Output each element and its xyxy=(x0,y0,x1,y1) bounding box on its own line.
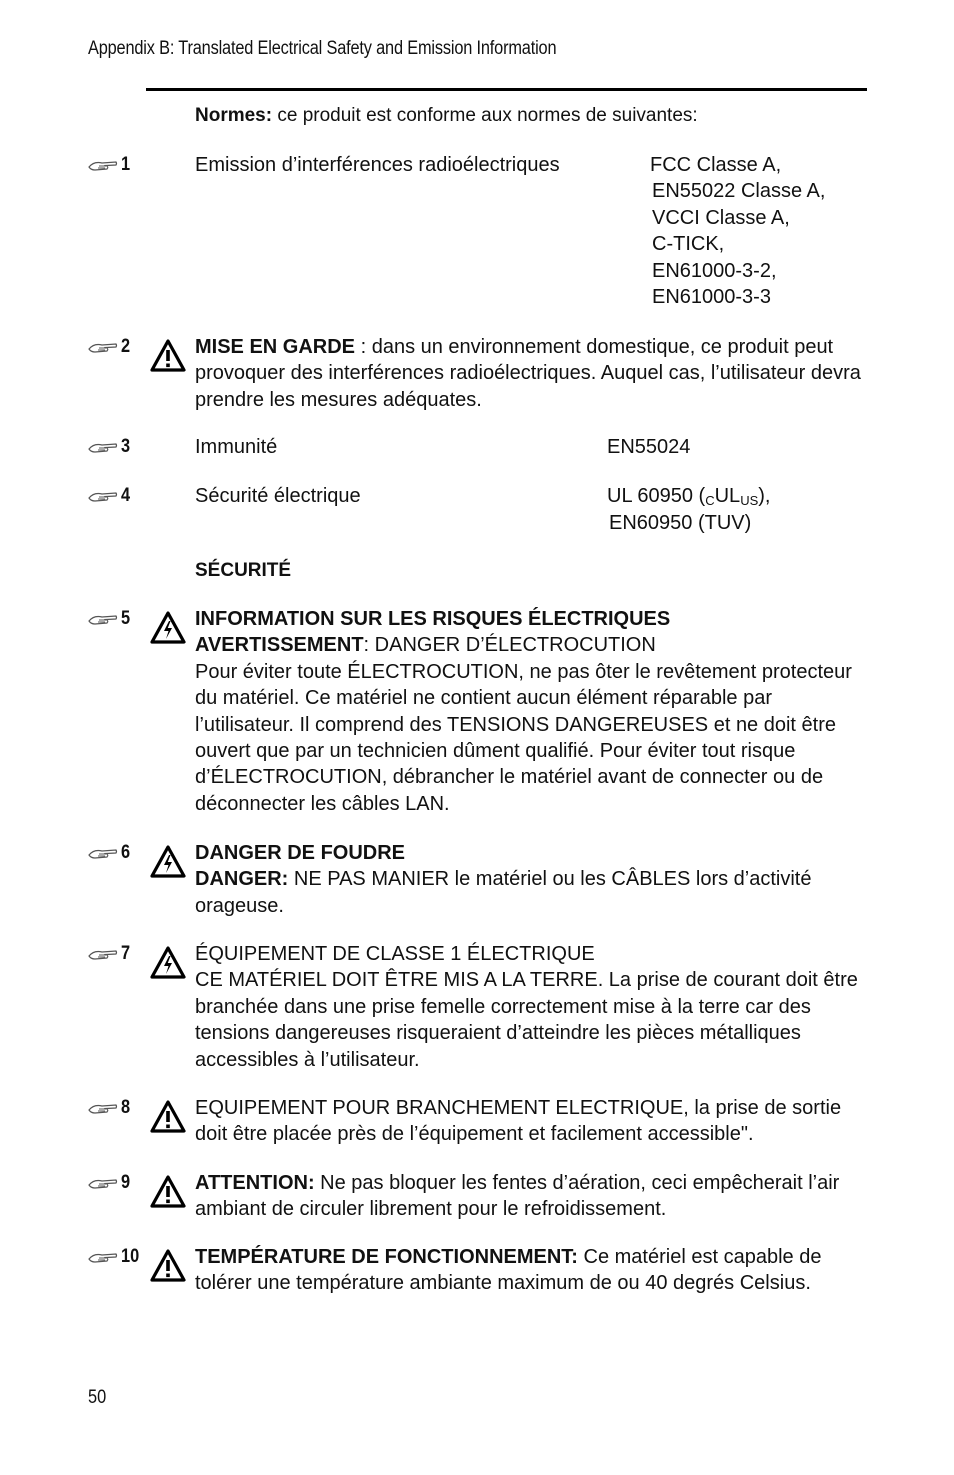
item-10-bold: TEMPÉRATURE DE FONCTIONNEMENT: xyxy=(195,1246,578,1268)
header-rule xyxy=(146,88,867,91)
item-number: 3 xyxy=(121,436,131,457)
ul-mark: UL xyxy=(714,485,741,507)
item-1-standard-f: EN61000-3-3 xyxy=(652,286,771,308)
item-number: 1 xyxy=(121,154,131,175)
item-marker-6 xyxy=(88,842,132,864)
item-number: 2 xyxy=(121,336,131,357)
pointing-hand-icon xyxy=(88,947,118,961)
section-heading: SÉCURITÉ xyxy=(195,560,292,581)
pointing-hand-icon xyxy=(88,158,118,172)
item-1-standard-e: EN61000-3-2, xyxy=(652,259,777,282)
ul-suffix: ), xyxy=(758,485,771,507)
item-number: 9 xyxy=(121,1172,131,1193)
intro-text: ce produit est conforme aux normes de suivantes: xyxy=(272,105,698,126)
item-5-body: Pour éviter toute ÉLECTROCUTION, ne pas ôter le revêtement protecteur du matériel. Ce matériel ne contient aucun élément réparable par l’utilisateur. Il comprend des TENSIONS DANGEREUSES et ne doit être ouvert que par un technicien dûment qualifié. Pour éviter tout risque d’ÉLECTROCUTION, débrancher le matériel avant de connecter ou de déconnecter les câbles LAN. xyxy=(195,660,852,815)
item-marker-5 xyxy=(88,608,132,630)
warning-icon xyxy=(150,1100,186,1133)
item-2-bold: MISE EN GARDE xyxy=(195,336,356,358)
item-number: 7 xyxy=(121,943,131,964)
item-5-text xyxy=(195,606,867,817)
item-1-standard-d: C-TICK, xyxy=(652,233,725,256)
pointing-hand-icon xyxy=(88,1101,118,1115)
intro-bold: Normes: xyxy=(195,105,273,126)
running-header: Appendix B: Translated Electrical Safety and Emission Information xyxy=(88,38,557,59)
item-5-lead xyxy=(195,632,867,658)
item-9-bold: ATTENTION: xyxy=(195,1172,315,1194)
item-6-body-text: NE PAS MANIER le matériel ou les CÂBLES lors d’activité orageuse. xyxy=(195,868,812,917)
item-7-body: CE MATÉRIEL DOIT ÊTRE MIS A LA TERRE. La prise de courant doit être branchée dans une prise femelle correctement mise à la terre car des tensions dangereuses risqueraient d’atteindre les pièces métalliques accessibles à l’utilisateur. xyxy=(195,969,858,1071)
item-7-text xyxy=(195,941,867,1073)
us-subscript: US xyxy=(740,493,759,508)
item-marker-9 xyxy=(88,1172,132,1194)
intro-paragraph xyxy=(195,105,698,127)
pointing-hand-icon xyxy=(88,1250,118,1264)
item-6-text xyxy=(195,840,867,919)
item-marker-7 xyxy=(88,943,132,965)
item-3-standard: EN55024 xyxy=(607,436,691,458)
item-1-label: Emission d’interférences radioélectriques xyxy=(195,154,560,176)
item-marker-2 xyxy=(88,336,132,358)
item-1-standard-b: EN55022 Classe A, xyxy=(652,180,826,203)
warning-icon xyxy=(150,1175,186,1208)
item-5-title: INFORMATION SUR LES RISQUES ÉLECTRIQUES xyxy=(195,608,671,630)
pointing-hand-icon xyxy=(88,612,118,626)
pointing-hand-icon xyxy=(88,340,118,354)
item-4-label: Sécurité électrique xyxy=(195,485,361,507)
item-5-lead-text: : DANGER D’ÉLECTROCUTION xyxy=(363,634,656,657)
item-7-title: ÉQUIPEMENT DE CLASSE 1 ÉLECTRIQUE xyxy=(195,943,595,965)
electric-hazard-icon xyxy=(150,611,186,644)
c-subscript: C xyxy=(705,493,715,508)
item-marker-4 xyxy=(88,485,132,507)
pointing-hand-icon xyxy=(88,1176,118,1190)
item-8-text: EQUIPEMENT POUR BRANCHEMENT ELECTRIQUE, la prise de sortie doit être placée près de l’équipement et facilement accessible". xyxy=(195,1097,842,1146)
item-9-text xyxy=(195,1170,867,1223)
item-2-body: : dans un environnement domestique, ce produit peut provoquer des interférences radioélectriques. Auquel cas, l’utilisateur devra prendre les mesures adéquates. xyxy=(195,336,861,411)
ul-prefix: UL 60950 ( xyxy=(607,485,706,507)
item-6-body xyxy=(195,866,867,919)
page-number: 50 xyxy=(88,1387,107,1408)
electric-hazard-icon xyxy=(150,845,186,878)
electric-hazard-icon xyxy=(150,946,186,979)
item-2-text xyxy=(195,334,867,413)
item-3-label: Immunité xyxy=(195,436,278,458)
item-number: 4 xyxy=(121,485,131,506)
item-marker-10 xyxy=(88,1246,142,1268)
item-4-standard-2: EN60950 (TUV) xyxy=(609,512,752,534)
item-10-body: Ce matériel est capable de tolérer une température ambiante maximum de ou 40 degrés Celsius. xyxy=(195,1246,822,1295)
item-6-bold: DANGER: xyxy=(195,868,289,891)
item-6-title: DANGER DE FOUDRE xyxy=(195,842,406,864)
pointing-hand-icon xyxy=(88,440,118,454)
item-10-text xyxy=(195,1244,867,1297)
item-number: 8 xyxy=(121,1097,131,1118)
pointing-hand-icon xyxy=(88,489,118,503)
item-number: 6 xyxy=(121,842,131,863)
warning-icon xyxy=(150,1249,186,1282)
item-marker-3 xyxy=(88,436,132,458)
warning-icon xyxy=(150,339,186,372)
item-marker-1 xyxy=(88,154,132,176)
item-1-standard-c: VCCI Classe A, xyxy=(652,206,790,229)
item-number: 10 xyxy=(121,1246,140,1267)
item-number: 5 xyxy=(121,608,131,629)
item-9-body: Ne pas bloquer les fentes d’aération, ceci empêcherait l’air ambiant de circuler librement pour le refroidissement. xyxy=(195,1172,840,1221)
item-1-standard-a: FCC Classe A, xyxy=(650,154,782,176)
item-5-bold: AVERTISSEMENT xyxy=(195,634,364,657)
pointing-hand-icon xyxy=(88,846,118,860)
item-marker-8 xyxy=(88,1097,132,1119)
